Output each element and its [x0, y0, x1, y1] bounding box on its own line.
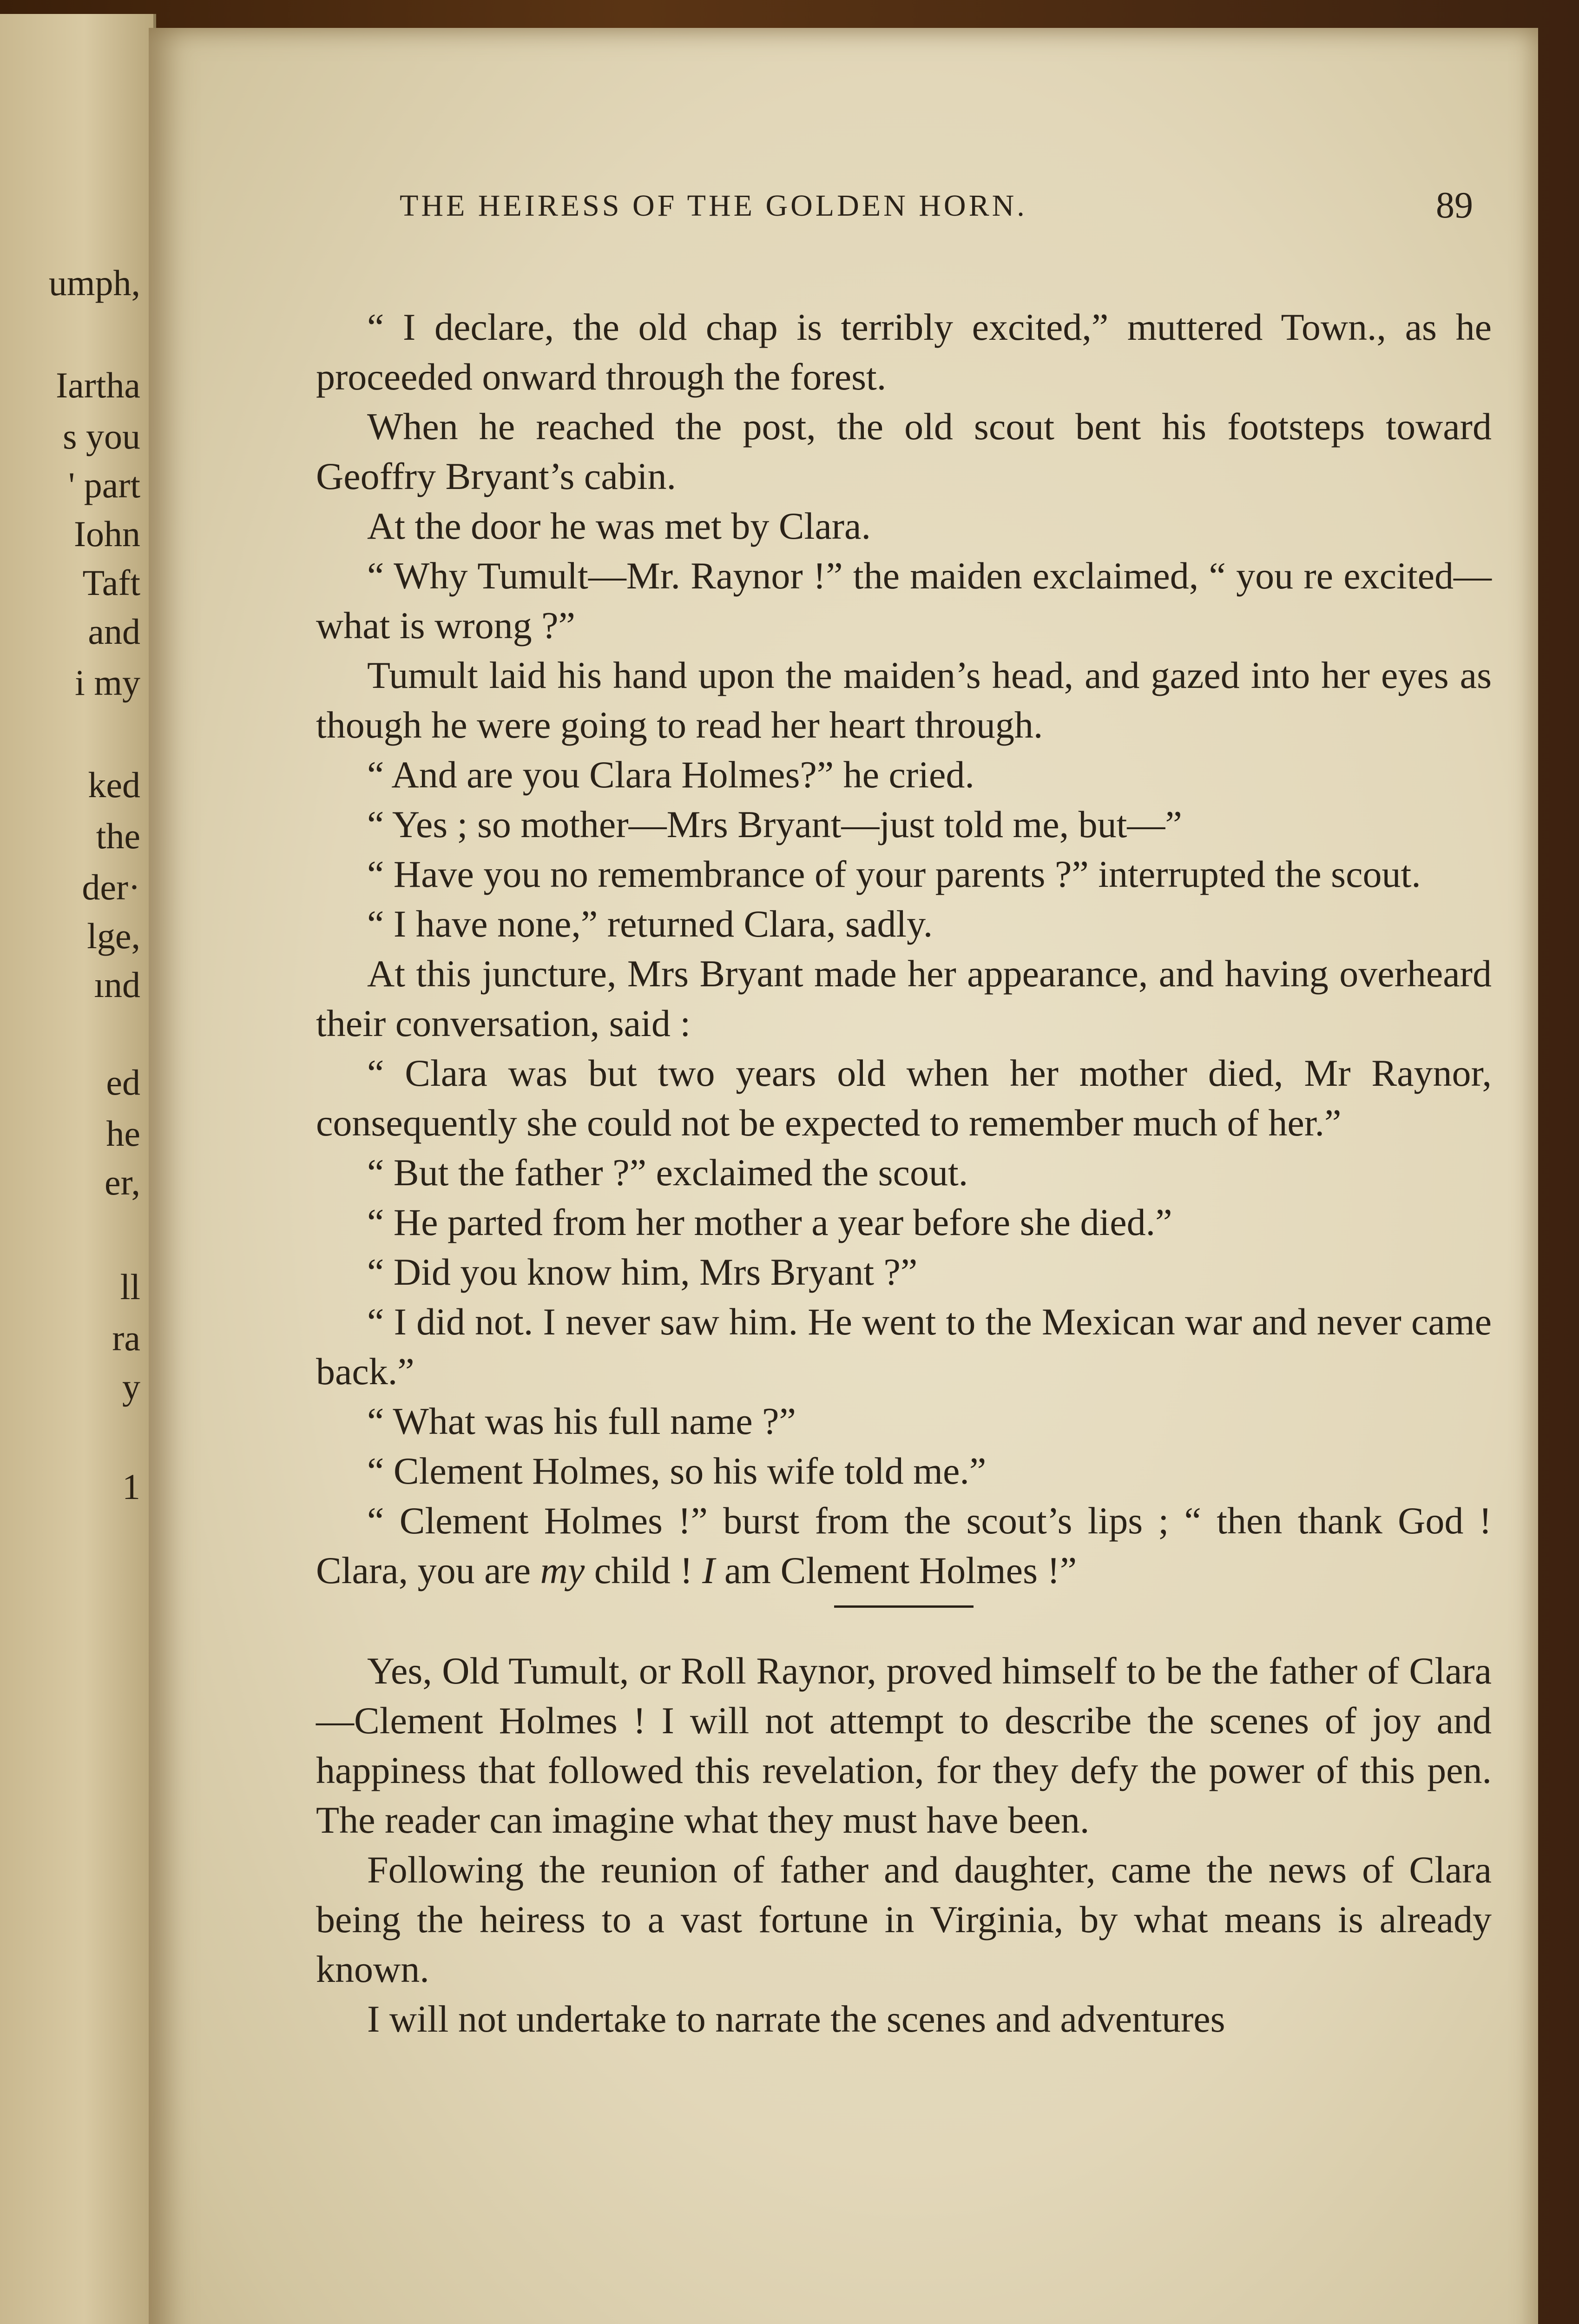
paragraph: “ And are you Clara Holmes?” he cried.	[367, 753, 974, 796]
facing-page-fragment: Taft	[82, 562, 140, 603]
facing-page-fragment: ' part	[68, 465, 140, 505]
book-page	[149, 28, 1538, 2324]
paragraph: “ Clement Holmes, so his wife told me.”	[367, 1450, 987, 1492]
paragraph: At this juncture, Mrs Bryant made her appearance, and having overheard their conversation, said :	[316, 952, 1492, 1044]
emphasis-i: I	[702, 1549, 715, 1591]
paragraph: I will not undertake to narrate the scenes and adventures	[367, 1998, 1225, 2040]
paragraph: Tumult laid his hand upon the maiden’s head, and gazed into her eyes as though he were going to read her heart through.	[316, 654, 1492, 746]
paragraph: “ But the father ?” exclaimed the scout.	[367, 1151, 968, 1194]
facing-page-fragment: i my	[75, 662, 140, 703]
paragraph: Yes, Old Tumult, or Roll Raynor, proved himself to be the father of Clara—Clement Holmes ! I will not attempt to describe the scenes of joy and happiness that followed this revelation, for they defy the power of this pen. The reader can imagine what they must have been.	[316, 1650, 1492, 1841]
facing-page-fragment: 1	[122, 1466, 140, 1507]
paragraph: “ He parted from her mother a year before she died.”	[367, 1201, 1172, 1243]
paragraph: “ Yes ; so mother—Mrs Bryant—just told me, but—”	[367, 803, 1182, 845]
paragraph: “ Clara was but two years old when her mother died, Mr Raynor, consequently she could not be expected to remember much of her.”	[316, 1052, 1492, 1144]
facing-page-fragment: y	[122, 1367, 140, 1407]
paragraph: “ Why Tumult—Mr. Raynor !” the maiden exclaimed, “ you re excited—what is wrong ?”	[316, 555, 1492, 647]
facing-page-fragment: Iohn	[74, 514, 140, 554]
facing-page-fragment: ed	[106, 1062, 140, 1103]
climax-text: “ Clement Holmes !” burst from the scout’s lips ; “ then thank God ! Clara, you are	[316, 1499, 1492, 1591]
paragraph: “ I did not. I never saw him. He went to the Mexican war and never came back.”	[316, 1301, 1492, 1393]
facing-page-fragment: ked	[88, 765, 140, 805]
climax-text: am Clement Holmes !”	[715, 1549, 1077, 1591]
page-text	[316, 302, 1492, 2044]
paragraph: “ I declare, the old chap is terribly excited,” muttered Town., as he proceeded onward through the forest.	[316, 306, 1492, 398]
facing-page-fragment: the	[96, 816, 140, 856]
facing-page-fragment: der·	[82, 867, 140, 907]
paragraph: Following the reunion of father and daughter, came the news of Clara being the heiress to a vast fortune in Virginia, by what means is already known.	[316, 1849, 1492, 1990]
climax-text: child !	[585, 1549, 703, 1591]
page-number: 89	[1436, 185, 1473, 226]
emphasis-my: my	[540, 1549, 585, 1591]
running-title: THE HEIRESS OF THE GOLDEN HORN.	[400, 189, 1027, 223]
section-break-rule	[834, 1605, 974, 1608]
facing-page-fragment: ra	[112, 1318, 140, 1358]
facing-page-fragment: and	[88, 611, 140, 652]
paragraph: “ I have none,” returned Clara, sadly.	[367, 903, 933, 945]
facing-page-fragment: ınd	[94, 964, 140, 1005]
climax-paragraph	[316, 1496, 1492, 1595]
paragraph: At the door he was met by Clara.	[367, 505, 871, 547]
facing-page-fragment: umph,	[48, 263, 140, 303]
paragraph: “ Did you know him, Mrs Bryant ?”	[367, 1251, 918, 1293]
facing-page-fragment: er,	[105, 1162, 140, 1202]
facing-page-fragment: lge,	[87, 916, 140, 956]
facing-page-fragment: he	[106, 1113, 140, 1154]
paragraph: “ What was his full name ?”	[367, 1400, 796, 1442]
facing-page-fragment: Iartha	[56, 365, 140, 405]
paragraph: When he reached the post, the old scout bent his footsteps toward Geoffry Bryant’s cabin.	[316, 405, 1492, 497]
facing-page-fragment: ll	[120, 1267, 140, 1307]
facing-page-fragment: s you	[63, 416, 140, 456]
paragraph: “ Have you no remembrance of your parents ?” interrupted the scout.	[367, 853, 1421, 895]
facing-page-edge	[0, 14, 156, 2324]
running-head	[400, 185, 1473, 230]
